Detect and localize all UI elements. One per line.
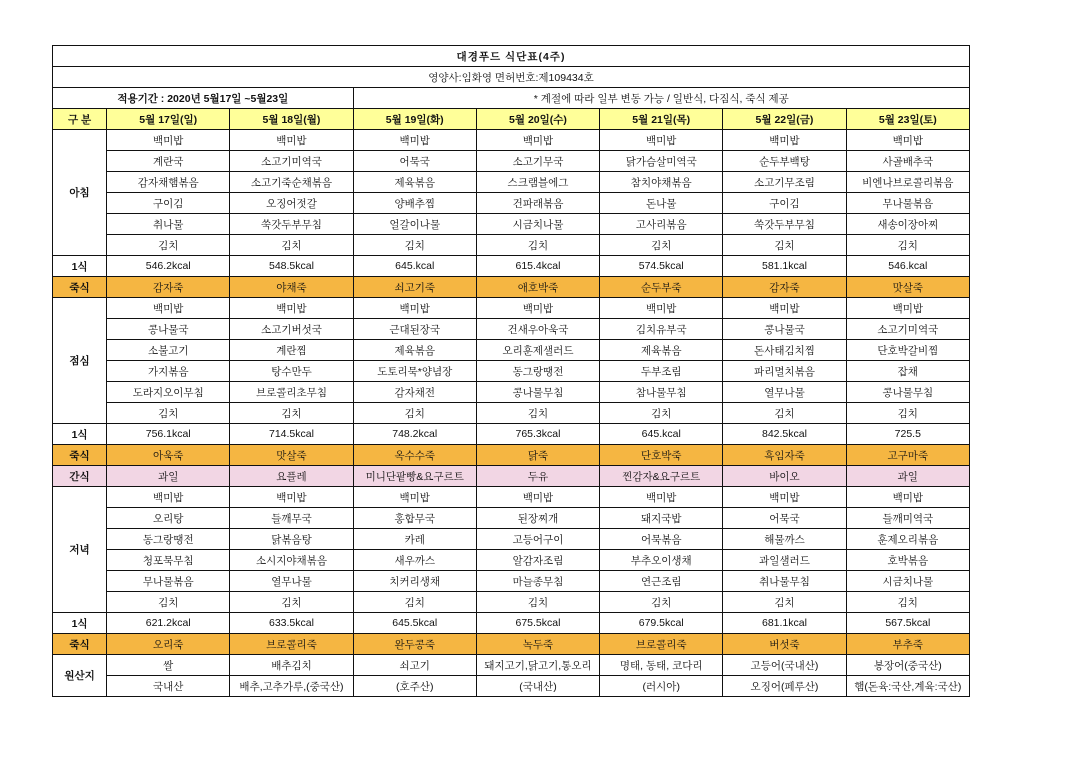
cell: 고등어구이 [476,529,599,550]
cell: 돈사태김치찜 [723,340,846,361]
cell: 무나물볶음 [846,193,969,214]
cell: 동그랑땡전 [476,361,599,382]
cell: 배추,고추가루,(중국산) [230,676,353,697]
cell: 야채죽 [230,277,353,298]
cell: 소시지야채볶음 [230,550,353,571]
header-day-1: 5월 18일(월) [230,109,353,130]
cell: 찐감자&요구르트 [600,466,723,487]
nutritionist-row [53,67,970,88]
cell: 요플레 [230,466,353,487]
cell: 배추김치 [230,655,353,676]
juksik-label: 죽식 [53,445,107,466]
cell: 소불고기 [107,340,230,361]
cell: 어묵국 [723,508,846,529]
cell: 김치 [723,235,846,256]
cell: 닭가슴살미역국 [600,151,723,172]
cell: 감자채햄볶음 [107,172,230,193]
lunch-kcal-row [53,424,970,445]
kcal-label: 1식 [53,424,107,445]
gansik-label: 간식 [53,466,107,487]
cell: 쑥갓두부무침 [230,214,353,235]
dinner-kcal-row [53,613,970,634]
table-row [53,508,970,529]
cell: 미니단팥빵&요구르트 [353,466,476,487]
cell: 과일샐러드 [723,550,846,571]
cell: 소고기버섯국 [230,319,353,340]
cell: 돈나물 [600,193,723,214]
cell: 김치 [846,403,969,424]
juksik-label: 죽식 [53,634,107,655]
cell: 소고기미역국 [846,319,969,340]
table-row [53,130,970,151]
cell: 닭죽 [476,445,599,466]
cell: 소고기미역국 [230,151,353,172]
cell: 김치 [600,592,723,613]
kcal-label: 1식 [53,613,107,634]
cell: 순두부죽 [600,277,723,298]
cell: 소고기무국 [476,151,599,172]
cell: 백미밥 [846,298,969,319]
cell: 브로콜리죽 [600,634,723,655]
cell: 녹두죽 [476,634,599,655]
header-day-2: 5월 19일(화) [353,109,476,130]
table-row [53,403,970,424]
gansik-row [53,466,970,487]
header-day-0: 5월 17일(일) [107,109,230,130]
cell: 계란국 [107,151,230,172]
cell: 스크램블에그 [476,172,599,193]
cell: 쇠고기죽 [353,277,476,298]
cell: 581.1kcal [723,256,846,277]
cell: 679.5kcal [600,613,723,634]
cell: 567.5kcal [846,613,969,634]
cell: 구이김 [723,193,846,214]
title-row [53,46,970,67]
cell: 비엔나브로콜리볶음 [846,172,969,193]
cell: (호주산) [353,676,476,697]
cell: (러시아) [600,676,723,697]
cell: 햄(돈육:국산,계육:국산) [846,676,969,697]
cell: 알감자조림 [476,550,599,571]
cell: 백미밥 [476,130,599,151]
cell: 백미밥 [600,487,723,508]
cell: 김치 [353,235,476,256]
cell: 흑임자죽 [723,445,846,466]
header-first-col: 구 분 [53,109,107,130]
cell: 백미밥 [476,298,599,319]
cell: 순두부백탕 [723,151,846,172]
cell: 김치 [353,403,476,424]
origin-row-2 [53,676,970,697]
cell: 백미밥 [723,130,846,151]
cell: 어묵볶음 [600,529,723,550]
cell: 제육볶음 [353,340,476,361]
cell: 633.5kcal [230,613,353,634]
cell: 브로콜리초무침 [230,382,353,403]
cell: 애호박죽 [476,277,599,298]
table-row [53,172,970,193]
cell: 백미밥 [230,130,353,151]
cell: 치커리생채 [353,571,476,592]
period-note: * 계절에 따라 일부 변동 가능 / 일반식, 다짐식, 죽식 제공 [353,88,969,109]
cell: 취나물무침 [723,571,846,592]
cell: 소고기무조림 [723,172,846,193]
cell: 소고기죽순채볶음 [230,172,353,193]
cell: 근대된장국 [353,319,476,340]
cell: 시금치나물 [846,571,969,592]
cell: 546.2kcal [107,256,230,277]
cell: 쌀 [107,655,230,676]
table-row [53,571,970,592]
breakfast-juksik-row [53,277,970,298]
cell: 감자죽 [723,277,846,298]
cell: 동그랑땡전 [107,529,230,550]
table-row [53,550,970,571]
cell: 구이김 [107,193,230,214]
cell: 탕수만두 [230,361,353,382]
cell: 된장찌개 [476,508,599,529]
cell: 감자채전 [353,382,476,403]
cell: 콩나물무침 [476,382,599,403]
cell: 무나물볶음 [107,571,230,592]
cell: 김치 [723,592,846,613]
cell: 새송이장아찌 [846,214,969,235]
cell: 574.5kcal [600,256,723,277]
cell: 김치 [107,235,230,256]
cell: 콩나물무침 [846,382,969,403]
cell: 부추죽 [846,634,969,655]
table-row [53,529,970,550]
cell: 들깨무국 [230,508,353,529]
table-row [53,340,970,361]
header-day-3: 5월 20일(수) [476,109,599,130]
breakfast-kcal-row [53,256,970,277]
cell: 오징어(페루산) [723,676,846,697]
cell: 백미밥 [846,130,969,151]
cell: 645.kcal [600,424,723,445]
cell: 부추오이생채 [600,550,723,571]
cell: 완두콩죽 [353,634,476,655]
cell: 콩나물국 [723,319,846,340]
cell: 546.kcal [846,256,969,277]
table-row [53,592,970,613]
cell: 제육볶음 [600,340,723,361]
cell: 김치 [846,235,969,256]
cell: 621.2kcal [107,613,230,634]
cell: 돼지국밥 [600,508,723,529]
table-row [53,382,970,403]
table-row [53,193,970,214]
cell: 홍합무국 [353,508,476,529]
table-row [53,214,970,235]
cell: 건새우아욱국 [476,319,599,340]
cell: 백미밥 [353,487,476,508]
cell: 김치 [230,403,353,424]
cell: 참치야채볶음 [600,172,723,193]
cell: 고등어(국내산) [723,655,846,676]
cell: 675.5kcal [476,613,599,634]
cell: 열무나물 [723,382,846,403]
document-title: 대경푸드 식단표(4주) [53,46,970,67]
cell: 645.kcal [353,256,476,277]
cell: 842.5kcal [723,424,846,445]
cell: 닭볶음탕 [230,529,353,550]
cell: 백미밥 [846,487,969,508]
cell: 백미밥 [230,487,353,508]
cell: 고구마죽 [846,445,969,466]
cell: 백미밥 [600,298,723,319]
cell: 오징어젓갈 [230,193,353,214]
cell: 청포묵무침 [107,550,230,571]
cell: 김치 [476,235,599,256]
cell: 제육볶음 [353,172,476,193]
cell: 615.4kcal [476,256,599,277]
cell: 맛살죽 [846,277,969,298]
cell: 백미밥 [107,298,230,319]
section-label-origin: 원산지 [53,655,107,697]
cell: 브로콜리죽 [230,634,353,655]
cell: 김치 [230,235,353,256]
cell: 백미밥 [353,130,476,151]
origin-row-1 [53,655,970,676]
cell: 참나물무침 [600,382,723,403]
cell: 도라지오이무침 [107,382,230,403]
header-day-4: 5월 21일(목) [600,109,723,130]
table-row [53,361,970,382]
cell: 김치 [723,403,846,424]
cell: 714.5kcal [230,424,353,445]
table-row [53,487,970,508]
header-day-6: 5월 23일(토) [846,109,969,130]
cell: 들깨미역국 [846,508,969,529]
cell: 파리멸치볶음 [723,361,846,382]
cell: 548.5kcal [230,256,353,277]
lunch-juksik-row [53,445,970,466]
cell: 건파래볶음 [476,193,599,214]
section-label-breakfast: 아침 [53,130,107,256]
table-row [53,319,970,340]
header-day-5: 5월 22일(금) [723,109,846,130]
section-label-lunch: 점심 [53,298,107,424]
cell: 카레 [353,529,476,550]
cell: 백미밥 [723,298,846,319]
cell: 단호박갈비찜 [846,340,969,361]
cell: 맛살죽 [230,445,353,466]
cell: 오리훈제샐러드 [476,340,599,361]
period-row [53,88,970,109]
cell: 김치 [107,592,230,613]
menu-sheet [52,45,970,697]
table-row [53,235,970,256]
cell: 김치 [846,592,969,613]
cell: 해물까스 [723,529,846,550]
cell: 돼지고기,닭고기,통오리 [476,655,599,676]
cell: 얼갈이나물 [353,214,476,235]
cell: 두유 [476,466,599,487]
cell: 쇠고기 [353,655,476,676]
cell: 김치 [476,592,599,613]
cell: 과일 [846,466,969,487]
cell: 백미밥 [230,298,353,319]
cell: 오리죽 [107,634,230,655]
cell: 사골배추국 [846,151,969,172]
header-row [53,109,970,130]
cell: 김치 [600,235,723,256]
cell: 훈제오리볶음 [846,529,969,550]
cell: 김치유부국 [600,319,723,340]
cell: 백미밥 [107,130,230,151]
cell: 도토리묵*양념장 [353,361,476,382]
cell: 호박볶음 [846,550,969,571]
period-label: 적용기간 : 2020년 5월17일 ~5월23일 [53,88,354,109]
cell: 바이오 [723,466,846,487]
section-label-dinner: 저녁 [53,487,107,613]
cell: 김치 [476,403,599,424]
cell: 681.1kcal [723,613,846,634]
kcal-label: 1식 [53,256,107,277]
cell: 국내산 [107,676,230,697]
cell: 백미밥 [723,487,846,508]
cell: 양배추찜 [353,193,476,214]
cell: 748.2kcal [353,424,476,445]
cell: 과일 [107,466,230,487]
cell: 시금치나물 [476,214,599,235]
cell: 단호박죽 [600,445,723,466]
cell: (국내산) [476,676,599,697]
cell: 김치 [600,403,723,424]
dinner-juksik-row [53,634,970,655]
cell: 계란찜 [230,340,353,361]
cell: 어묵국 [353,151,476,172]
cell: 마늘종무침 [476,571,599,592]
cell: 아욱죽 [107,445,230,466]
cell: 봉장어(중국산) [846,655,969,676]
cell: 백미밥 [600,130,723,151]
cell: 취나물 [107,214,230,235]
cell: 백미밥 [353,298,476,319]
cell: 백미밥 [107,487,230,508]
cell: 765.3kcal [476,424,599,445]
cell: 두부조림 [600,361,723,382]
cell: 열무나물 [230,571,353,592]
table-row [53,298,970,319]
cell: 756.1kcal [107,424,230,445]
cell: 연근조림 [600,571,723,592]
cell: 고사리볶음 [600,214,723,235]
cell: 쑥갓두부무침 [723,214,846,235]
cell: 김치 [353,592,476,613]
cell: 오리탕 [107,508,230,529]
cell: 645.5kcal [353,613,476,634]
cell: 옥수수죽 [353,445,476,466]
cell: 백미밥 [476,487,599,508]
menu-table [52,45,970,697]
cell: 가지볶음 [107,361,230,382]
cell: 김치 [230,592,353,613]
cell: 콩나물국 [107,319,230,340]
cell: 버섯죽 [723,634,846,655]
nutritionist-info: 영양사:임화영 면허번호:제109434호 [53,67,970,88]
cell: 김치 [107,403,230,424]
table-row [53,151,970,172]
cell: 잡채 [846,361,969,382]
cell: 새우까스 [353,550,476,571]
cell: 725.5 [846,424,969,445]
cell: 감자죽 [107,277,230,298]
juksik-label: 죽식 [53,277,107,298]
cell: 명태, 동태, 코다리 [600,655,723,676]
